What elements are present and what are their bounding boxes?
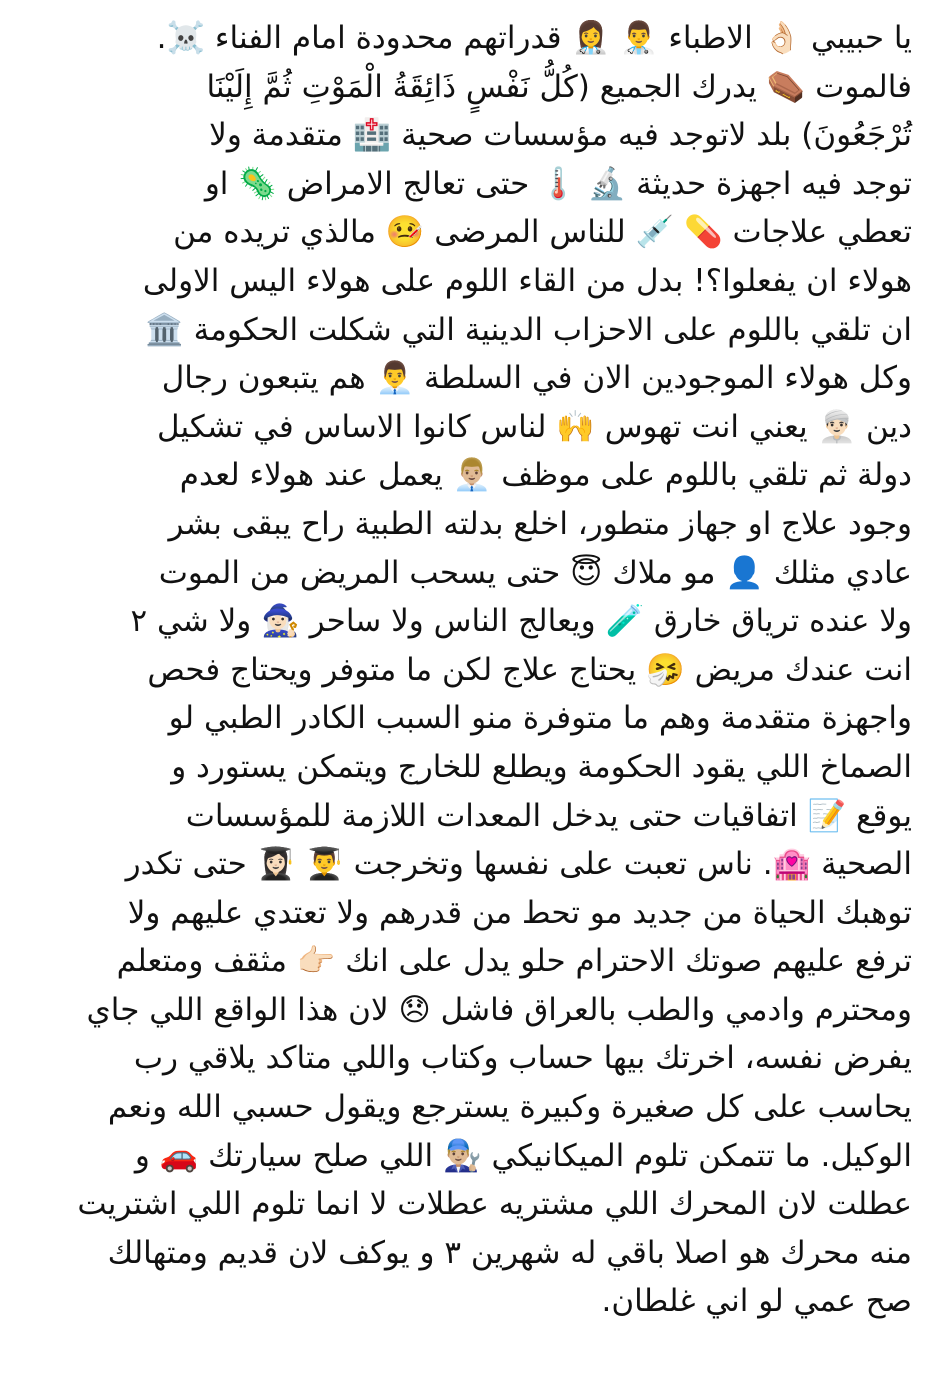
post-body-text <box>40 14 912 1326</box>
text-line: الوكيل. ما تتمكن تلوم الميكانيكي 👨🏼‍🔧 اللي صلح سيارتك 🚗 و <box>134 1137 912 1174</box>
text-line: وجود علاج او جهاز متطور، اخلع بدلته الطبية راح يبقى بشر <box>168 505 912 542</box>
text-line: منه محرك هو اصلا باقي له شهرين ٣ و يوكف لان قديم ومتهالك <box>107 1234 912 1271</box>
text-line: صح عمي لو اني غلطان. <box>601 1283 912 1320</box>
text-line: فالموت ⚰️ يدرك الجميع (كُلُّ نَفْسٍ ذَائِقَةُ الْمَوْتِ ثُمَّ إِلَيْنَا <box>206 68 912 105</box>
text-line: واجهزة متقدمة وهم ما متوفرة منو السبب الكادر الطبي لو <box>168 700 912 737</box>
text-line: توهبك الحياة من جديد مو تحط من قدرهم ولا تعتدي عليهم ولا <box>127 894 912 931</box>
text-line: يحاسب على كل صغيرة وكبيرة يسترجع ويقول حسبي الله ونعم <box>107 1089 912 1126</box>
text-line: تُرْجَعُونَ) بلد لاتوجد فيه مؤسسات صحية 🏥 متقدمة ولا <box>209 117 912 154</box>
text-line: ولا عنده ترياق خارق 🧪 ويعالج الناس ولا ساحر 🧙🏻‍♀️ ولا شي ٢ <box>130 603 912 640</box>
text-line: يفرض نفسه، اخرتك بيها حساب وكتاب واللي متاكد يلاقي رب <box>133 1040 912 1077</box>
text-line: يا حبيبي 👌🏻 الاطباء 👨‍⚕️ 👩‍⚕️ قدراتهم محدودة امام الفناء ☠️. <box>156 20 912 56</box>
text-line: دولة ثم تلقي باللوم على موظف 👨🏼‍💼 يعمل عند هولاء لعدم <box>179 457 912 494</box>
text-line: ان تلقي باللوم على الاحزاب الدينية التي شكلت الحكومة 🏛️ <box>145 311 912 348</box>
text-line: هولاء ان يفعلوا؟! بدل من القاء اللوم على هولاء اليس الاولى <box>142 262 912 299</box>
text-line: ومحترم وادمي والطب بالعراق فاشل 😞 لان هذا الواقع اللي جاي <box>86 991 912 1028</box>
text-line: ترفع عليهم صوتك الاحترام حلو يدل على انك 👉🏻 مثقف ومتعلم <box>116 943 912 980</box>
text-line: الصماخ اللي يقود الحكومة ويطلع للخارج ويتمكن يستورد و <box>171 748 912 785</box>
text-line: يوقع 📝 اتفاقيات حتى يدخل المعدات اللازمة للمؤسسات <box>185 797 912 834</box>
text-line: توجد فيه اجهزة حديثة 🔬 🌡️ حتى تعالج الامراض 🦠 او <box>204 165 912 202</box>
text-line: عادي مثلك 👤 مو ملاك 😇 حتى يسحب المريض من الموت <box>158 554 912 591</box>
text-line: تعطي علاجات 💊 💉 للناس المرضى 🤒 مالذي تريده من <box>173 214 912 251</box>
text-line: انت عندك مريض 🤧 يحتاج علاج لكن ما متوفر ويحتاج فحص <box>147 651 912 688</box>
text-line: الصحية 🏩. ناس تعبت على نفسها وتخرجت 👨‍🎓 👩🏻‍🎓 حتى تكدر <box>125 846 912 883</box>
text-line: دين 👳🏻‍♂️ يعني انت تهوس 🙌 لناس كانوا الاساس في تشكيل <box>157 408 912 445</box>
text-line: عطلت لان المحرك اللي مشتريه عطلات لا انما تلوم اللي اشتريت <box>77 1186 912 1223</box>
text-line: وكل هولاء الموجودين الان في السلطة 👨‍💼 هم يتبعون رجال <box>161 360 912 397</box>
